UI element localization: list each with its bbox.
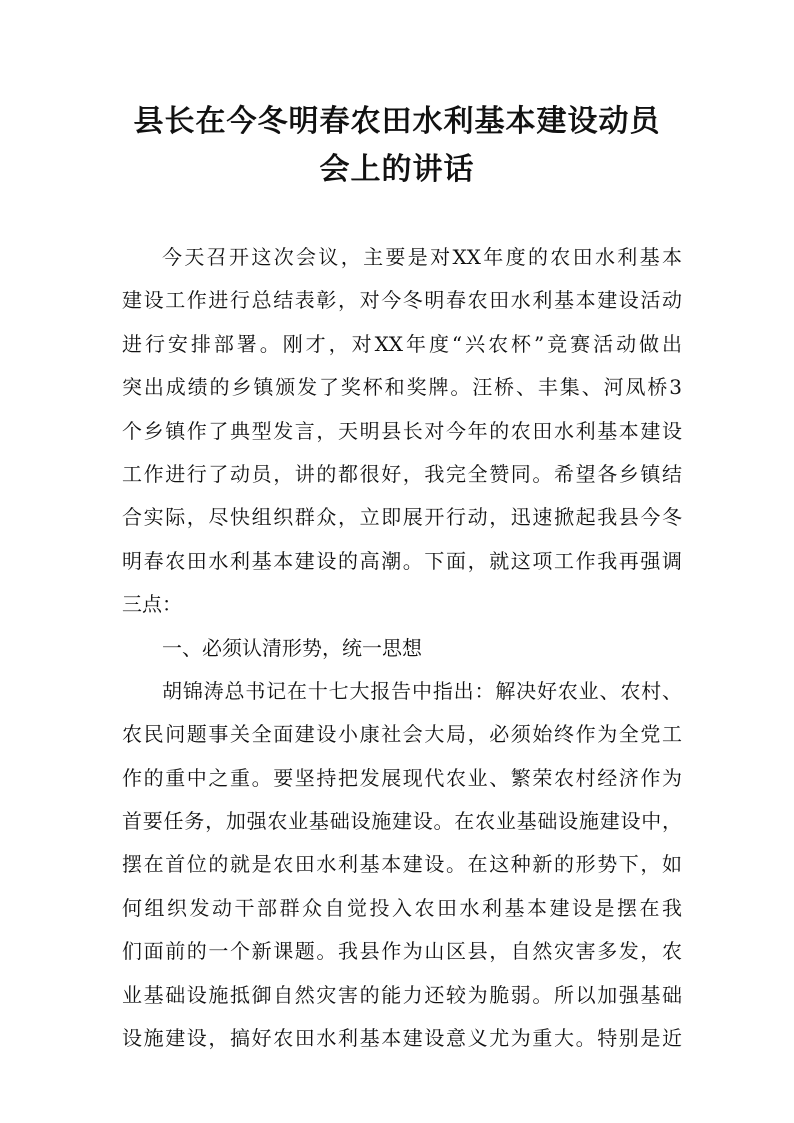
document-body [122, 236, 682, 1060]
paragraph-1-line-4: 突出成绩的乡镇颁发了奖杯和奖牌。汪桥、丰集、河凤桥3 [122, 375, 682, 400]
paragraph-1-line-2: 建设工作进行总结表彰，对今冬明春农田水利基本建设活动 [122, 288, 682, 313]
paragraph-1-line-5: 个乡镇作了典型发言，天明县长对今年的农田水利基本建设 [122, 418, 682, 443]
paragraph-1-line-6: 工作进行了动员，讲的都很好，我完全赞同。希望各乡镇结 [122, 461, 682, 486]
paragraph-1-line-1: 今天召开这次会议，主要是对XX年度的农田水利基本 [162, 245, 682, 269]
paragraph-2-line-1: 胡锦涛总书记在十七大报告中指出：解决好农业、农村、 [162, 678, 682, 703]
paragraph-2-line-5: 摆在首位的就是农田水利基本建设。在这种新的形势下，如 [122, 852, 682, 877]
paragraph-2-line-9: 设施建设，搞好农田水利基本建设意义尤为重大。特别是近 [122, 1026, 682, 1051]
paragraph-2-line-8: 业基础设施抵御自然灾害的能力还较为脆弱。所以加强基础 [122, 982, 682, 1007]
title-line-2: 会上的讲话 [319, 152, 475, 187]
paragraph-2-line-4: 首要任务，加强农业基础设施建设。在农业基础设施建设中， [122, 809, 682, 834]
paragraph-2-line-6: 何组织发动干部群众自觉投入农田水利基本建设是摆在我 [122, 895, 682, 920]
section-heading-1: 一、必须认清形势，统一思想 [162, 635, 422, 660]
paragraph-2-line-2: 农民问题事关全面建设小康社会大局，必须始终作为全党工 [122, 722, 682, 747]
paragraph-1-line-3: 进行安排部署。刚才，对XX年度“兴农杯”竞赛活动做出 [122, 331, 682, 356]
paragraph-1-line-8: 明春农田水利基本建设的高潮。下面，就这项工作我再强调 [122, 548, 682, 573]
paragraph-1-line-7: 合实际，尽快组织群众，立即展开行动，迅速掀起我县今冬 [122, 505, 682, 530]
paragraph-2-line-7: 们面前的一个新课题。我县作为山区县，自然灾害多发，农 [122, 939, 682, 964]
document-title [100, 98, 694, 194]
title-line-1: 县长在今冬明春农田水利基本建设动员 [133, 104, 661, 139]
paragraph-2-line-3: 作的重中之重。要坚持把发展现代农业、繁荣农村经济作为 [122, 765, 682, 790]
paragraph-1-line-9: 三点： [122, 592, 182, 617]
